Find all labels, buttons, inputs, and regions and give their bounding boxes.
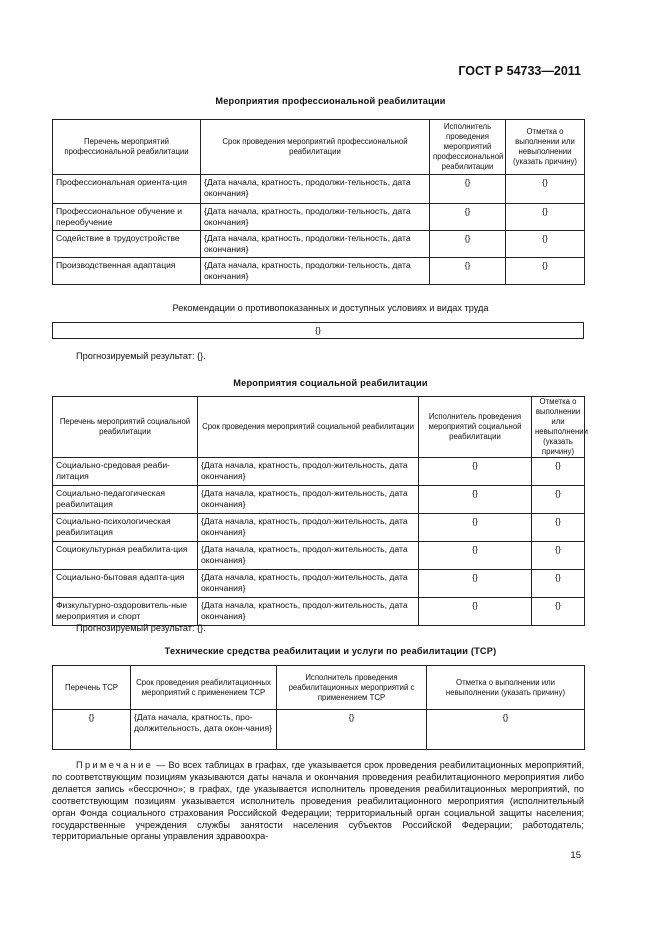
table-row: [53, 231, 585, 258]
reco-value: {}: [53, 323, 584, 339]
prof-header-row: [53, 120, 585, 175]
table-row: [53, 486, 585, 514]
table-row: [53, 175, 585, 204]
reco-title: Рекомендации о противопоказанных и доступных условиях и видах труда: [172, 303, 489, 313]
prof-row-mark: {}: [506, 258, 585, 285]
tsr-header-term: Срок проведения реабилитационных мероприятий с применением ТСР: [131, 666, 277, 710]
social-table: [52, 396, 588, 626]
page-number: 15: [570, 850, 581, 861]
social-row-mark: {}: [532, 542, 585, 570]
social-row-mark: {}: [532, 598, 585, 626]
doc-id: ГОСТ Р 54733—2011: [458, 64, 581, 78]
note-paragraph: [52, 760, 584, 843]
social-row-name: Социально-бытовая адапта-ция: [53, 570, 198, 598]
note-label: Примечание: [76, 760, 154, 770]
social-row-name: Социально-психологическая реабилитация: [53, 514, 198, 542]
social-row-term: {Дата начала, кратность, продол-жительность, дата окончания}: [198, 458, 419, 486]
social-row-mark: {}: [532, 458, 585, 486]
table-row: [53, 458, 585, 486]
prof-row-term: {Дата начала, кратность, продолжи-тельность, дата окончания}: [201, 175, 430, 204]
tsr-header-row: [53, 666, 585, 710]
tsr-row-name: {}: [53, 710, 131, 750]
prof-header-list: Перечень мероприятий профессиональной реабилитации: [53, 120, 201, 175]
reco-table: [52, 322, 584, 339]
social-row-exec: {}: [419, 542, 532, 570]
prof-row-name: Профессиональная ориента-ция: [53, 175, 201, 204]
table-row: [53, 514, 585, 542]
prof-header-mark: Отметка о выполнении или невыполнении (указать причину): [506, 120, 585, 175]
social-header-exec: Исполнитель проведения мероприятий социальной реабилитации: [419, 397, 532, 458]
prof-row-name: Содействие в трудоустройстве: [53, 231, 201, 258]
prof-row-term: {Дата начала, кратность, продолжи-тельность, дата окончания}: [201, 231, 430, 258]
prof-row-name: Производственная адаптация: [53, 258, 201, 285]
prof-row-mark: {}: [506, 204, 585, 231]
prof-row-exec: {}: [430, 231, 506, 258]
prof-header-exec: Исполнитель проведения мероприятий профессиональной реабилитации: [430, 120, 506, 175]
prof-row-mark: {}: [506, 175, 585, 204]
table-row: [53, 598, 585, 626]
social-row-exec: {}: [419, 458, 532, 486]
prof-row-exec: {}: [430, 204, 506, 231]
note-dash: —: [153, 760, 169, 770]
social-row-name: Социокультурная реабилита-ция: [53, 542, 198, 570]
social-row-exec: {}: [419, 598, 532, 626]
social-header-list: Перечень мероприятий социальной реабилитации: [53, 397, 198, 458]
table-row: [53, 542, 585, 570]
table-row: [53, 258, 585, 285]
social-row-term: {Дата начала, кратность, продол-жительность, дата окончания}: [198, 514, 419, 542]
forecast-prof: Прогнозируемый результат: {}.: [76, 351, 206, 361]
social-header-row: [53, 397, 585, 458]
table-row: [53, 570, 585, 598]
social-row-name: Физкультурно-оздоровитель-ные мероприятия и спорт: [53, 598, 198, 626]
tsr-row-exec: {}: [277, 710, 427, 750]
prof-row-name: Профессиональное обучение и переобучение: [53, 204, 201, 231]
tsr-header-exec: Исполнитель проведения реабилитационных мероприятий с применением ТСР: [277, 666, 427, 710]
social-row-name: Социально-педагогическая реабилитация: [53, 486, 198, 514]
prof-row-exec: {}: [430, 175, 506, 204]
prof-header-term: Срок проведения мероприятий профессиональной реабилитации: [201, 120, 430, 175]
note-text: Во всех таблицах в графах, где указывается срок проведения реабилитационных мероприятий, по соответствующим позициям указываются даты начала и окончания проведения реабилитационного мероприятия либо делается запись «бессрочно»; в графах, где указывается исполнитель проведения реабилитационных мероприятий, по соответствующим позициям указывается исполнитель проведения реабилитационного мероприятия (исполнительный орган Фонда социального страхования Российской Федерации; территориальный орган социальной защиты населения; государственные учреждения службы занятости населения субъектов Российской Федерации; работодатель; территориальные органы управления здравоохра-: [52, 760, 584, 842]
tsr-row-term: {Дата начала, кратность, про-должительность, дата окон-чания}: [131, 710, 277, 750]
tsr-header-list: Перечень ТСР: [53, 666, 131, 710]
social-header-term: Срок проведения мероприятий социальной реабилитации: [198, 397, 419, 458]
prof-row-mark: {}: [506, 231, 585, 258]
social-row-mark: {}: [532, 514, 585, 542]
table-row: [53, 710, 585, 750]
tsr-table: [52, 665, 585, 750]
social-row-name: Социально-средовая реаби-литация: [53, 458, 198, 486]
social-row-term: {Дата начала, кратность, продол-жительность, дата окончания}: [198, 598, 419, 626]
social-header-mark: Отметка о выполнении или невыполнении (указать причину): [532, 397, 585, 458]
tsr-row-mark: {}: [427, 710, 585, 750]
tsr-header-mark: Отметка о выполнении или невыполнении (указать причину): [427, 666, 585, 710]
social-row-mark: {}: [532, 486, 585, 514]
social-row-exec: {}: [419, 514, 532, 542]
forecast-social: Прогнозируемый результат: {}.: [76, 623, 206, 633]
prof-title: Мероприятия профессиональной реабилитации: [215, 96, 446, 106]
social-row-term: {Дата начала, кратность, продол-жительность, дата окончания}: [198, 542, 419, 570]
prof-row-exec: {}: [430, 258, 506, 285]
prof-table: [52, 119, 585, 285]
social-row-term: {Дата начала, кратность, продол-жительность, дата окончания}: [198, 486, 419, 514]
social-row-mark: {}: [532, 570, 585, 598]
social-title: Мероприятия социальной реабилитации: [233, 378, 428, 388]
table-row: [53, 204, 585, 231]
tsr-title: Технические средства реабилитации и услуги по реабилитации (ТСР): [164, 646, 497, 656]
prof-row-term: {Дата начала, кратность, продолжи-тельность, дата окончания}: [201, 204, 430, 231]
prof-row-term: {Дата начала, кратность, продолжи-тельность, дата окончания}: [201, 258, 430, 285]
social-row-term: {Дата начала, кратность, продол-жительность, дата окончания}: [198, 570, 419, 598]
social-row-exec: {}: [419, 486, 532, 514]
social-row-exec: {}: [419, 570, 532, 598]
